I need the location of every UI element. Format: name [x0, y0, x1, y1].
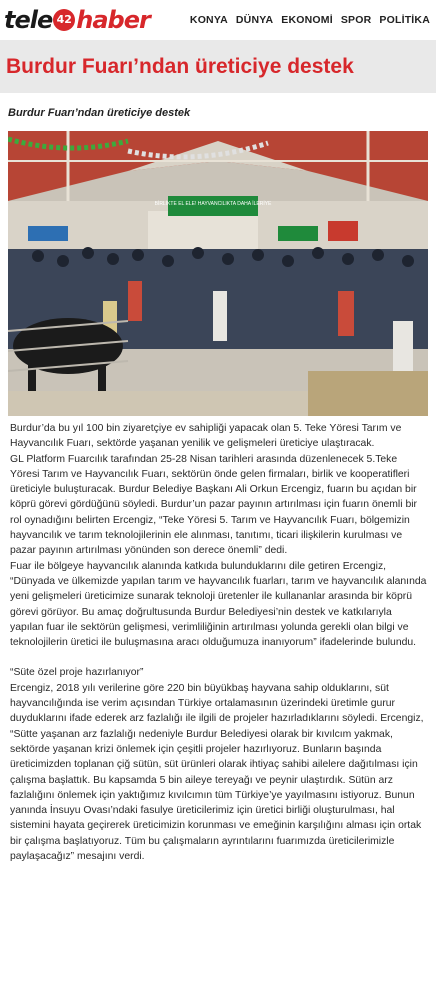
- article-subtitle: Burdur Fuarı’ndan üreticiye destek: [8, 107, 191, 119]
- article-body: [0, 416, 436, 864]
- article-photo: [8, 131, 428, 416]
- logo-text-tele: tele: [4, 6, 53, 34]
- nav-item-konya[interactable]: KONYA: [189, 14, 228, 26]
- logo-number-badge: 42: [53, 9, 75, 31]
- nav-item-spor[interactable]: SPOR: [340, 14, 372, 26]
- article-section-heading: “Süte özel proje hazırlanıyor”: [10, 667, 144, 679]
- article-paragraph-1: Burdur’da bu yıl 100 bin ziyaretçiye ev sahipliği yapacak olan 5. Teke Yöresi Tarım ve Hayvancılık Fuarı, sektörde yaşanan yenilik ve gelişmeleri üreticiye ulaştıracak.: [10, 423, 402, 450]
- nav-item-dunya[interactable]: DÜNYA: [235, 14, 274, 26]
- article-paragraph-3: Fuar ile bölgeye hayvancılık alanında katkıda bulunduklarını dile getiren Ercengiz, “Dünyada ve ülkemizde yapılan tarım ve hayvancılık fuarları, tarım ve hayvancılık alanında yeni gelişmeleri üreticimize sunarak teknoloji üretenler ile kullananlar arasında bir köprü görevi görüyor. Bu amaç doğrultusunda Burdur Belediyesi’nin destek ve katkılarıyla yapılan fuar ile sektörün gelişmesi, verimliliğinin artırılması yolunda gerekli olan bilgi ve teknolojilerin üretici ile buluşmasına aracı olduğumuza inanıyorum” ifadelerinde bulundu.: [10, 560, 427, 649]
- main-nav: [190, 14, 430, 26]
- site-header: [0, 0, 436, 40]
- article-paragraph-4: Ercengiz, 2018 yılı verilerine göre 220 bin büyükbaş hayvana sahip olduklarını, süt hayvancılığında ise verim açısından Türkiye ortalamasının üzerindeki üretimle gurur duyduklarını ifade ederek arz fazlalığı ile ilgili de projeler hazırladıklarını söyledi. Ercengiz, “Sütte yaşanan arz fazlalığı nedeniyle Burdur Belediyesi olarak bir kıvılcım yakmak, sektörde yaşanan krizi önlemek için çeşitli projeler hazırlıyoruz. Bunların başında üreticimizden toplanan çiğ sütün, süt ürünleri olarak ihtiyaç sahibi ailelere dağıtılması için çalışma başlattık. Bu kapsamda 5 bin aileye tereyağı ve peynir ulaştırdık. Sütün arz fazlalığını önlemek için yaktığımız kıvılcımın tüm Türkiye’ye yayılmasını istiyoruz. Bunun yanında İnsuyu Ovası’ndaki fasulye üreticilerimiz için üretici birliği oluşturulması, hal sistemini hayata geçirerek üreticimizin korunması ve emeğinin karşılığını alması için ortak bir çalışma başlatıyoruz. Tüm bu çalışmaların ayrıntılarını fuarımızda üreticilerimizle paylaşacağız” mesajını verdi.: [10, 682, 424, 863]
- logo-text-haber: haber: [76, 6, 150, 34]
- article-paragraph-2: GL Platform Fuarcılık tarafından 25-28 Nisan tarihleri arasında düzenlenecek 5.Teke Yöresi Tarım ve Hayvancılık Fuarı, sektörün önde gelen firmaları, birlik ve kooperatifleri üreticiyle buluşturacak. Burdur Belediye Başkanı Ali Orkun Ercengiz, fuarın bu açıdan bir köprü görevi gördüğünü söyledi. Burdur’un pazar payının artırılması için fuarın önemli bir rol oynadığını belirten Ercengiz, “Teke Yöresi 5. Tarım ve Hayvancılık Fuarı, bölgemizin hayvancılık ve tarım teknolojilerinin ele alınması, tanıtımı, ticari ilişkilerin kurulması ve pazar payının artırılması yönünden son derece önemli” dedi.: [10, 453, 417, 557]
- article-headline: Burdur Fuarı’ndan üreticiye destek: [6, 54, 354, 78]
- headline-band: [0, 40, 436, 93]
- fair-banner-text: BİRLİKTE EL ELE! HAYVANCILIKTA DAHA İLERİYE: [154, 201, 272, 207]
- nav-item-ekonomi[interactable]: EKONOMİ: [281, 14, 333, 26]
- nav-item-politika[interactable]: POLİTİKA: [379, 14, 430, 26]
- site-logo[interactable]: [4, 6, 150, 34]
- paragraph-gap: [10, 650, 428, 665]
